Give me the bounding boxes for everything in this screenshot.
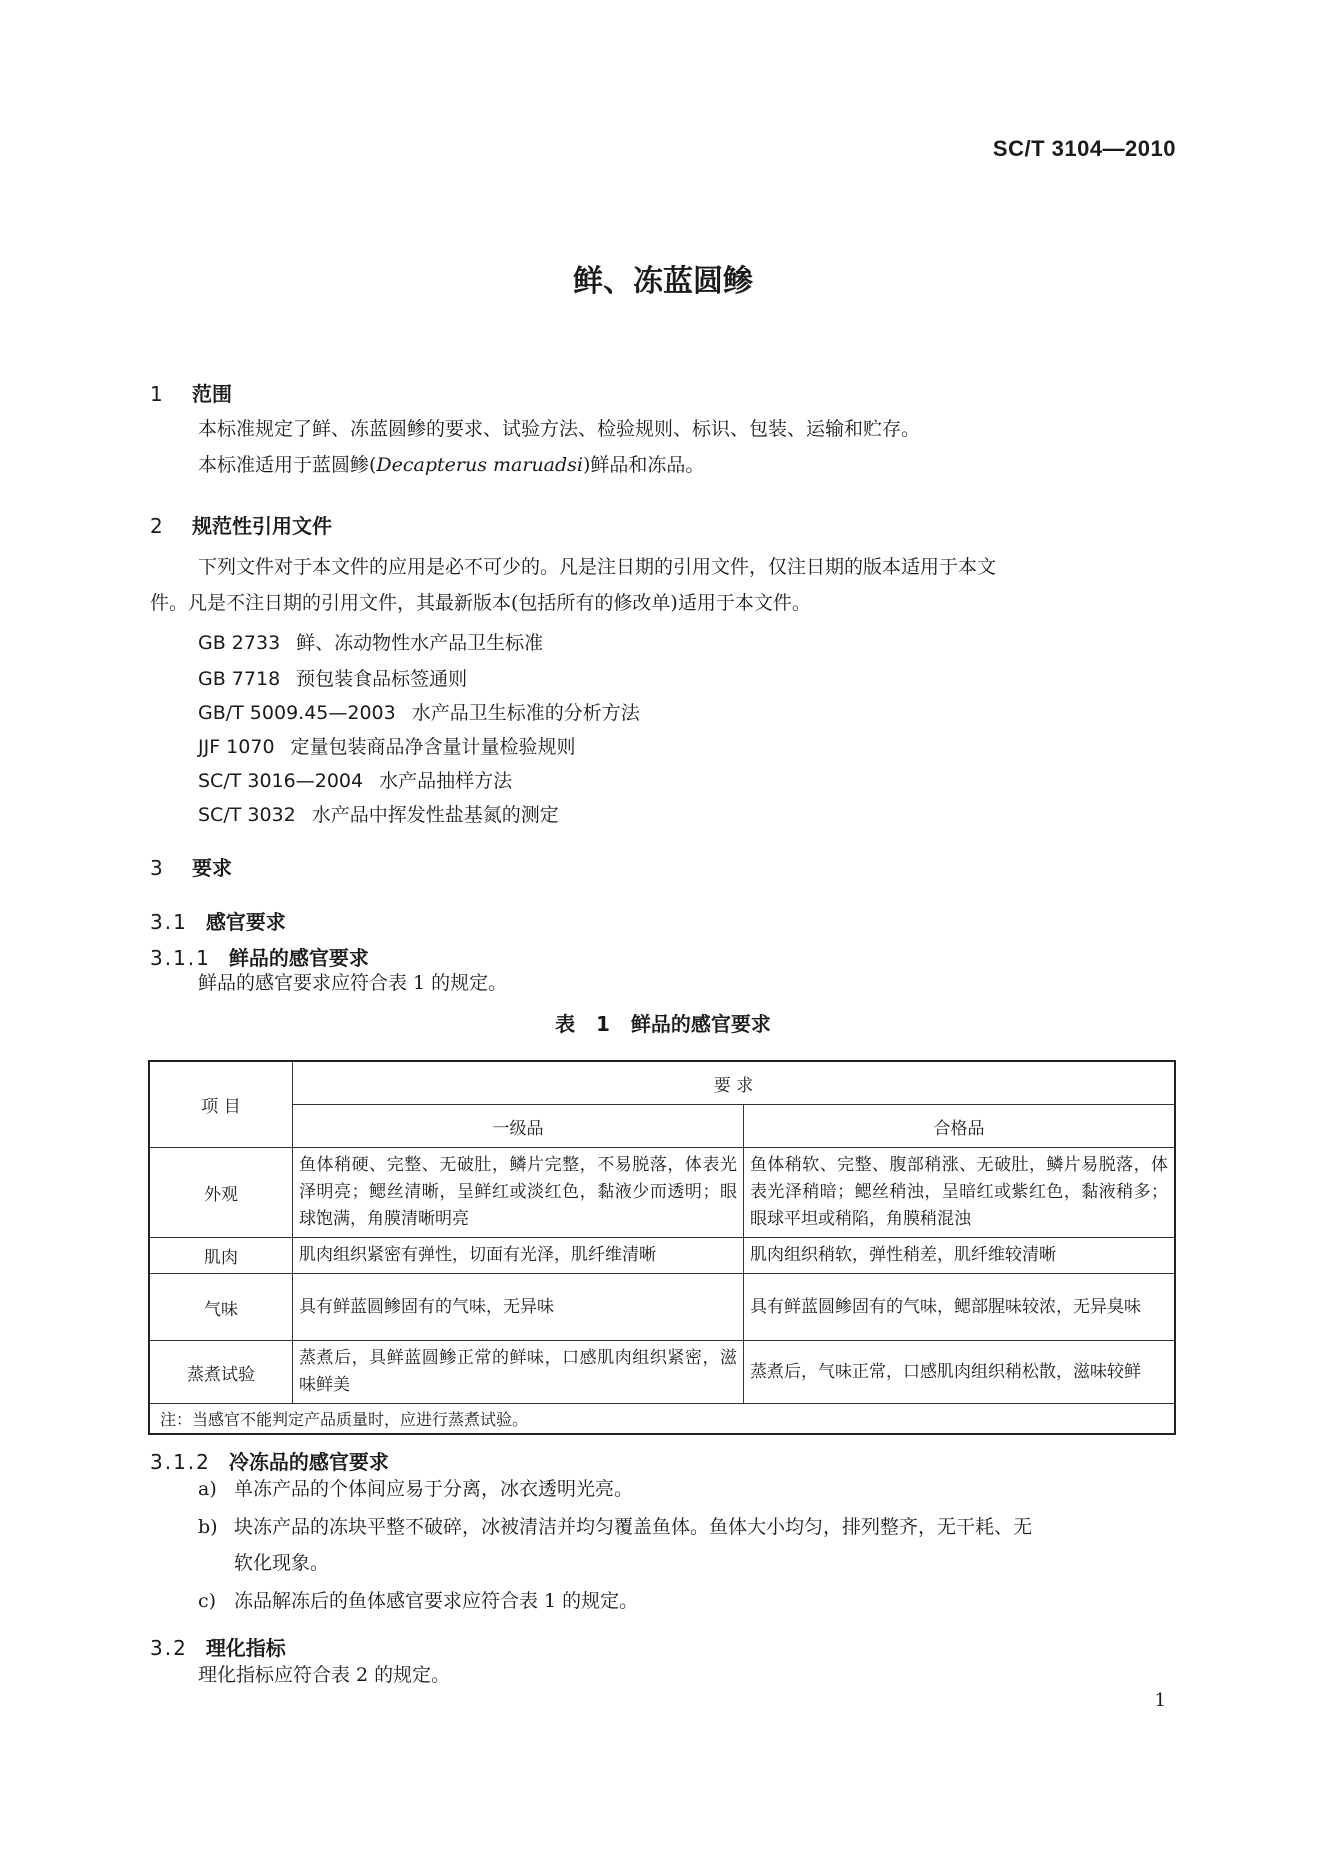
reference-code: GB 2733 xyxy=(198,632,281,654)
section-number: 3.1.2 xyxy=(150,1450,211,1474)
table-2-reference: 理化指标应符合表 2 的规定。 xyxy=(198,1664,451,1686)
section-3-heading xyxy=(150,852,232,881)
list-label: b) xyxy=(198,1516,218,1538)
list-item-b xyxy=(198,1510,1032,1544)
table-row xyxy=(149,1274,1175,1341)
col-header-grade1: 一级品 xyxy=(293,1105,744,1148)
section-number: 3 xyxy=(150,856,163,880)
reference-title: 水产品中挥发性盐基氮的测定 xyxy=(311,804,559,826)
reference-code: GB 7718 xyxy=(198,668,281,690)
col-header-requirements: 要 求 xyxy=(293,1061,1176,1105)
section-3-2-heading xyxy=(150,1632,286,1661)
references-intro-line-2: 件。凡是不注日期的引用文件，其最新版本(包括所有的修改单)适用于本文件。 xyxy=(150,592,811,614)
section-title: 规范性引用文件 xyxy=(192,514,332,538)
table-1-sensory-requirements xyxy=(148,1060,1176,1435)
latin-name: Decapterus maruadsi xyxy=(376,454,584,476)
list-text: 块冻产品的冻块平整不破碎，冰被清洁并均匀覆盖鱼体。鱼体大小均匀，排列整齐，无干耗、无 xyxy=(234,1516,1033,1538)
section-number: 1 xyxy=(150,382,163,406)
reference-title: 水产品卫生标准的分析方法 xyxy=(411,702,640,724)
section-title: 范围 xyxy=(192,382,232,406)
reference-code: SC/T 3016—2004 xyxy=(198,770,364,792)
reference-code: SC/T 3032 xyxy=(198,804,296,826)
col-header-qualified: 合格品 xyxy=(744,1105,1176,1148)
document-title: 鲜、冻蓝圆鲹 xyxy=(573,264,753,299)
table-note-row xyxy=(149,1404,1175,1435)
list-label: a) xyxy=(198,1478,217,1500)
list-item-c xyxy=(198,1584,638,1618)
reference-item xyxy=(198,664,467,691)
section-title: 鲜品的感官要求 xyxy=(228,946,369,970)
reference-item xyxy=(198,732,576,759)
reference-item xyxy=(198,628,543,655)
row-item: 气味 xyxy=(149,1274,293,1341)
standard-code: SC/T 3104—2010 xyxy=(992,136,1176,161)
scope-text-pre: 本标准适用于蓝圆鲹( xyxy=(198,454,377,476)
section-number: 3.2 xyxy=(150,1636,188,1660)
reference-code: JJF 1070 xyxy=(198,736,275,758)
scope-paragraph-1: 本标准规定了鲜、冻蓝圆鲹的要求、试验方法、检验规则、标识、包装、运输和贮存。 xyxy=(198,418,921,440)
table-row xyxy=(149,1148,1175,1238)
reference-title: 预包装食品标签通则 xyxy=(296,668,468,690)
reference-title: 定量包装商品净含量计量检验规则 xyxy=(290,736,576,758)
table-header-row xyxy=(149,1061,1175,1105)
section-1-heading xyxy=(150,378,232,407)
list-item-b-continuation: 软化现象。 xyxy=(234,1552,330,1574)
col-header-item: 项 目 xyxy=(149,1061,293,1148)
table-row xyxy=(149,1238,1175,1274)
reference-title: 水产品抽样方法 xyxy=(379,770,513,792)
list-text: 单冻产品的个体间应易于分离，冰衣透明光亮。 xyxy=(234,1478,634,1500)
row-qualified: 鱼体稍软、完整、腹部稍涨、无破肚，鳞片易脱落，体表光泽稍暗；鳃丝稍浊，呈暗红或紫红色，黏液稍多；眼球平坦或稍陷，角膜稍混浊 xyxy=(744,1148,1176,1238)
section-3-1-heading xyxy=(150,906,286,935)
scope-text-post: )鲜品和冻品。 xyxy=(583,454,705,476)
row-qualified: 具有鲜蓝圆鲹固有的气味，鳃部腥味较浓，无异臭味 xyxy=(744,1274,1176,1341)
row-item: 肌肉 xyxy=(149,1238,293,1274)
row-qualified: 肌肉组织稍软，弹性稍差，肌纤维较清晰 xyxy=(744,1238,1176,1274)
row-grade1: 具有鲜蓝圆鲹固有的气味，无异味 xyxy=(293,1274,744,1341)
reference-item xyxy=(198,766,512,793)
table-subheader-row xyxy=(149,1105,1175,1148)
section-title: 理化指标 xyxy=(205,1636,286,1660)
table-note: 注：当感官不能判定产品质量时，应进行蒸煮试验。 xyxy=(149,1404,1175,1435)
row-grade1: 蒸煮后，具鲜蓝圆鲹正常的鲜味，口感肌肉组织紧密，滋味鲜美 xyxy=(293,1341,744,1404)
reference-item xyxy=(198,800,559,827)
table-1-reference: 鲜品的感官要求应符合表 1 的规定。 xyxy=(198,972,508,994)
row-item: 外观 xyxy=(149,1148,293,1238)
list-label: c) xyxy=(198,1590,217,1612)
section-title: 冷冻品的感官要求 xyxy=(228,1450,389,1474)
row-qualified: 蒸煮后，气味正常，口感肌肉组织稍松散，滋味较鲜 xyxy=(744,1341,1176,1404)
reference-title: 鲜、冻动物性水产品卫生标准 xyxy=(296,632,544,654)
scope-paragraph-2 xyxy=(198,448,704,482)
section-number: 2 xyxy=(150,514,163,538)
section-number: 3.1 xyxy=(150,910,188,934)
references-intro-line-1: 下列文件对于本文件的应用是必不可少的。凡是注日期的引用文件，仅注日期的版本适用于本文 xyxy=(198,556,997,578)
section-3-1-2-heading xyxy=(150,1446,389,1475)
row-grade1: 肌肉组织紧密有弹性，切面有光泽，肌纤维清晰 xyxy=(293,1238,744,1274)
row-grade1: 鱼体稍硬、完整、无破肚，鳞片完整，不易脱落，体表光泽明亮；鳃丝清晰，呈鲜红或淡红色，黏液少而透明；眼球饱满，角膜清晰明亮 xyxy=(293,1148,744,1238)
reference-code: GB/T 5009.45—2003 xyxy=(198,702,396,724)
table-row xyxy=(149,1341,1175,1404)
section-title: 要求 xyxy=(192,856,232,880)
page-number: 1 xyxy=(1154,1690,1166,1711)
section-2-heading xyxy=(150,510,332,539)
list-item-a xyxy=(198,1472,633,1506)
section-title: 感官要求 xyxy=(205,910,286,934)
reference-item xyxy=(198,698,640,725)
row-item: 蒸煮试验 xyxy=(149,1341,293,1404)
list-text: 冻品解冻后的鱼体感官要求应符合表 1 的规定。 xyxy=(234,1590,639,1612)
table-1-caption: 表 1 鲜品的感官要求 xyxy=(555,1012,771,1036)
section-number: 3.1.1 xyxy=(150,946,211,970)
